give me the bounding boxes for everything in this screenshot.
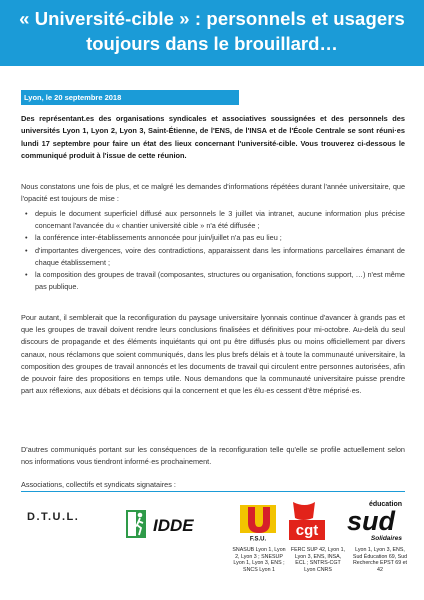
idde-wordmark: IDDE: [153, 516, 194, 535]
date-badge: Lyon, le 20 septembre 2018: [21, 90, 239, 105]
sud-caption: Lyon 1, Lyon 3, ENS, Sud Éducation 69, Sud Recherche EPST 69 et 42: [352, 547, 408, 573]
intro-paragraph: Des représentant.es des organisations syndicales et associatives soussignées et des personnels des universités Lyon 1, Lyon 2, Lyon 3, Saint-Étienne, de l'ENS, de l'INSA et de l'École Centrale se sont réuni·es lundi 17 septembre pour faire un état des lieux concernant l'université-cible. Vous trouverez ci-dessous le communiqué produit à l'issue de cette réunion.: [21, 114, 405, 161]
page-title-line-2: toujours dans le brouillard…: [86, 33, 338, 54]
paragraph-next-communiques: D'autres communiqués portant sur les conséquences de la reconfiguration telle qu'elle se profile actuellement selon nos informations vous tiendront informé·es prochainement.: [21, 445, 405, 467]
sud-bottom-text: Solidaires: [370, 535, 402, 542]
page-title-line-1: « Université-cible » : personnels et usagers: [19, 8, 405, 29]
paragraph-reconfiguration: Pour autant, il semblerait que la reconfiguration du paysage universitaire lyonnais continue d'avancer à grands pas et que les groupes de travail doivent rendre leurs conclusions finalisées et définitives pour mi-octobre. Au-delà du seul discours de propagande et des éléments inquiétants qui ont pu être diffusés plus ou moins officiellement par divers canaux, nous réclamons que soient communiqués, dans les plus brefs délais et à toute la communauté universitaire, la composition des groupes de travail annoncés et les documents de travail qui circulent entre personnes autorisées, afin de pouvoir faire des propositions en temps utile. Nous demandons que la communauté universitaire puisse prendre part aux réflexions, aux débats et décisions qui la concernent et que les élu·es cessent d'être méprisé·es.: [21, 313, 405, 396]
bullet-list: [21, 208, 405, 293]
list-item: • la composition des groupes de travail (composantes, structures ou organisation, fonctions support, …) n'est même pas publique.: [25, 270, 405, 292]
sud-wordmark: sud: [346, 506, 396, 536]
paragraph-opacity: Nous constatons une fois de plus, et ce malgré les demandes d'informations répétées durant l'année universitaire, que l'opacité est toujours de mise :: [21, 182, 405, 204]
bullet-icon: •: [25, 209, 28, 218]
idde-running-man-icon: [125, 504, 213, 544]
sud-logo: [338, 497, 404, 543]
bullet-icon: •: [25, 270, 28, 280]
title-banner: [0, 0, 424, 66]
list-item: • d'importantes divergences, voire des contradictions, apparaissent dans les informations parcellaires émanant de chaque établissement ;: [25, 245, 405, 267]
fsu-logo: [238, 503, 278, 543]
idde-logo: [125, 504, 213, 544]
cgt-wordmark: cgt: [295, 522, 319, 539]
cgt-caption: FERC SUP 42, Lyon 1, Lyon 3, ENS, INSA, ECL ; SNTRS-CGT Lyon CNRS: [290, 547, 346, 573]
signatories-divider: [21, 491, 405, 492]
fsu-caption: SNASUB Lyon 1, Lyon 2, Lyon 3 ; SNESUP Lyon 1, Lyon 3, ENS ; SNCS Lyon 1: [232, 547, 286, 573]
dtul-logo: D.T.U.L.: [27, 511, 80, 523]
sud-top-text: éducation: [368, 501, 402, 508]
bullet-icon: •: [25, 233, 28, 243]
bullet-icon: •: [25, 245, 28, 255]
list-item: • depuis le document superficiel diffusé aux personnels le 3 juillet via intranet, aucune information plus précise concernant l'avancée du « chantier université cible » n'a été diffusée ;: [25, 209, 405, 231]
cgt-logo: [285, 500, 329, 542]
signatories-label: Associations, collectifs et syndicats signataires :: [21, 480, 176, 489]
list-item: • la conférence inter-établissements annoncée pour juin/juillet n'a pas eu lieu ;: [21, 232, 405, 244]
fsu-wordmark: F.S.U.: [249, 536, 267, 543]
